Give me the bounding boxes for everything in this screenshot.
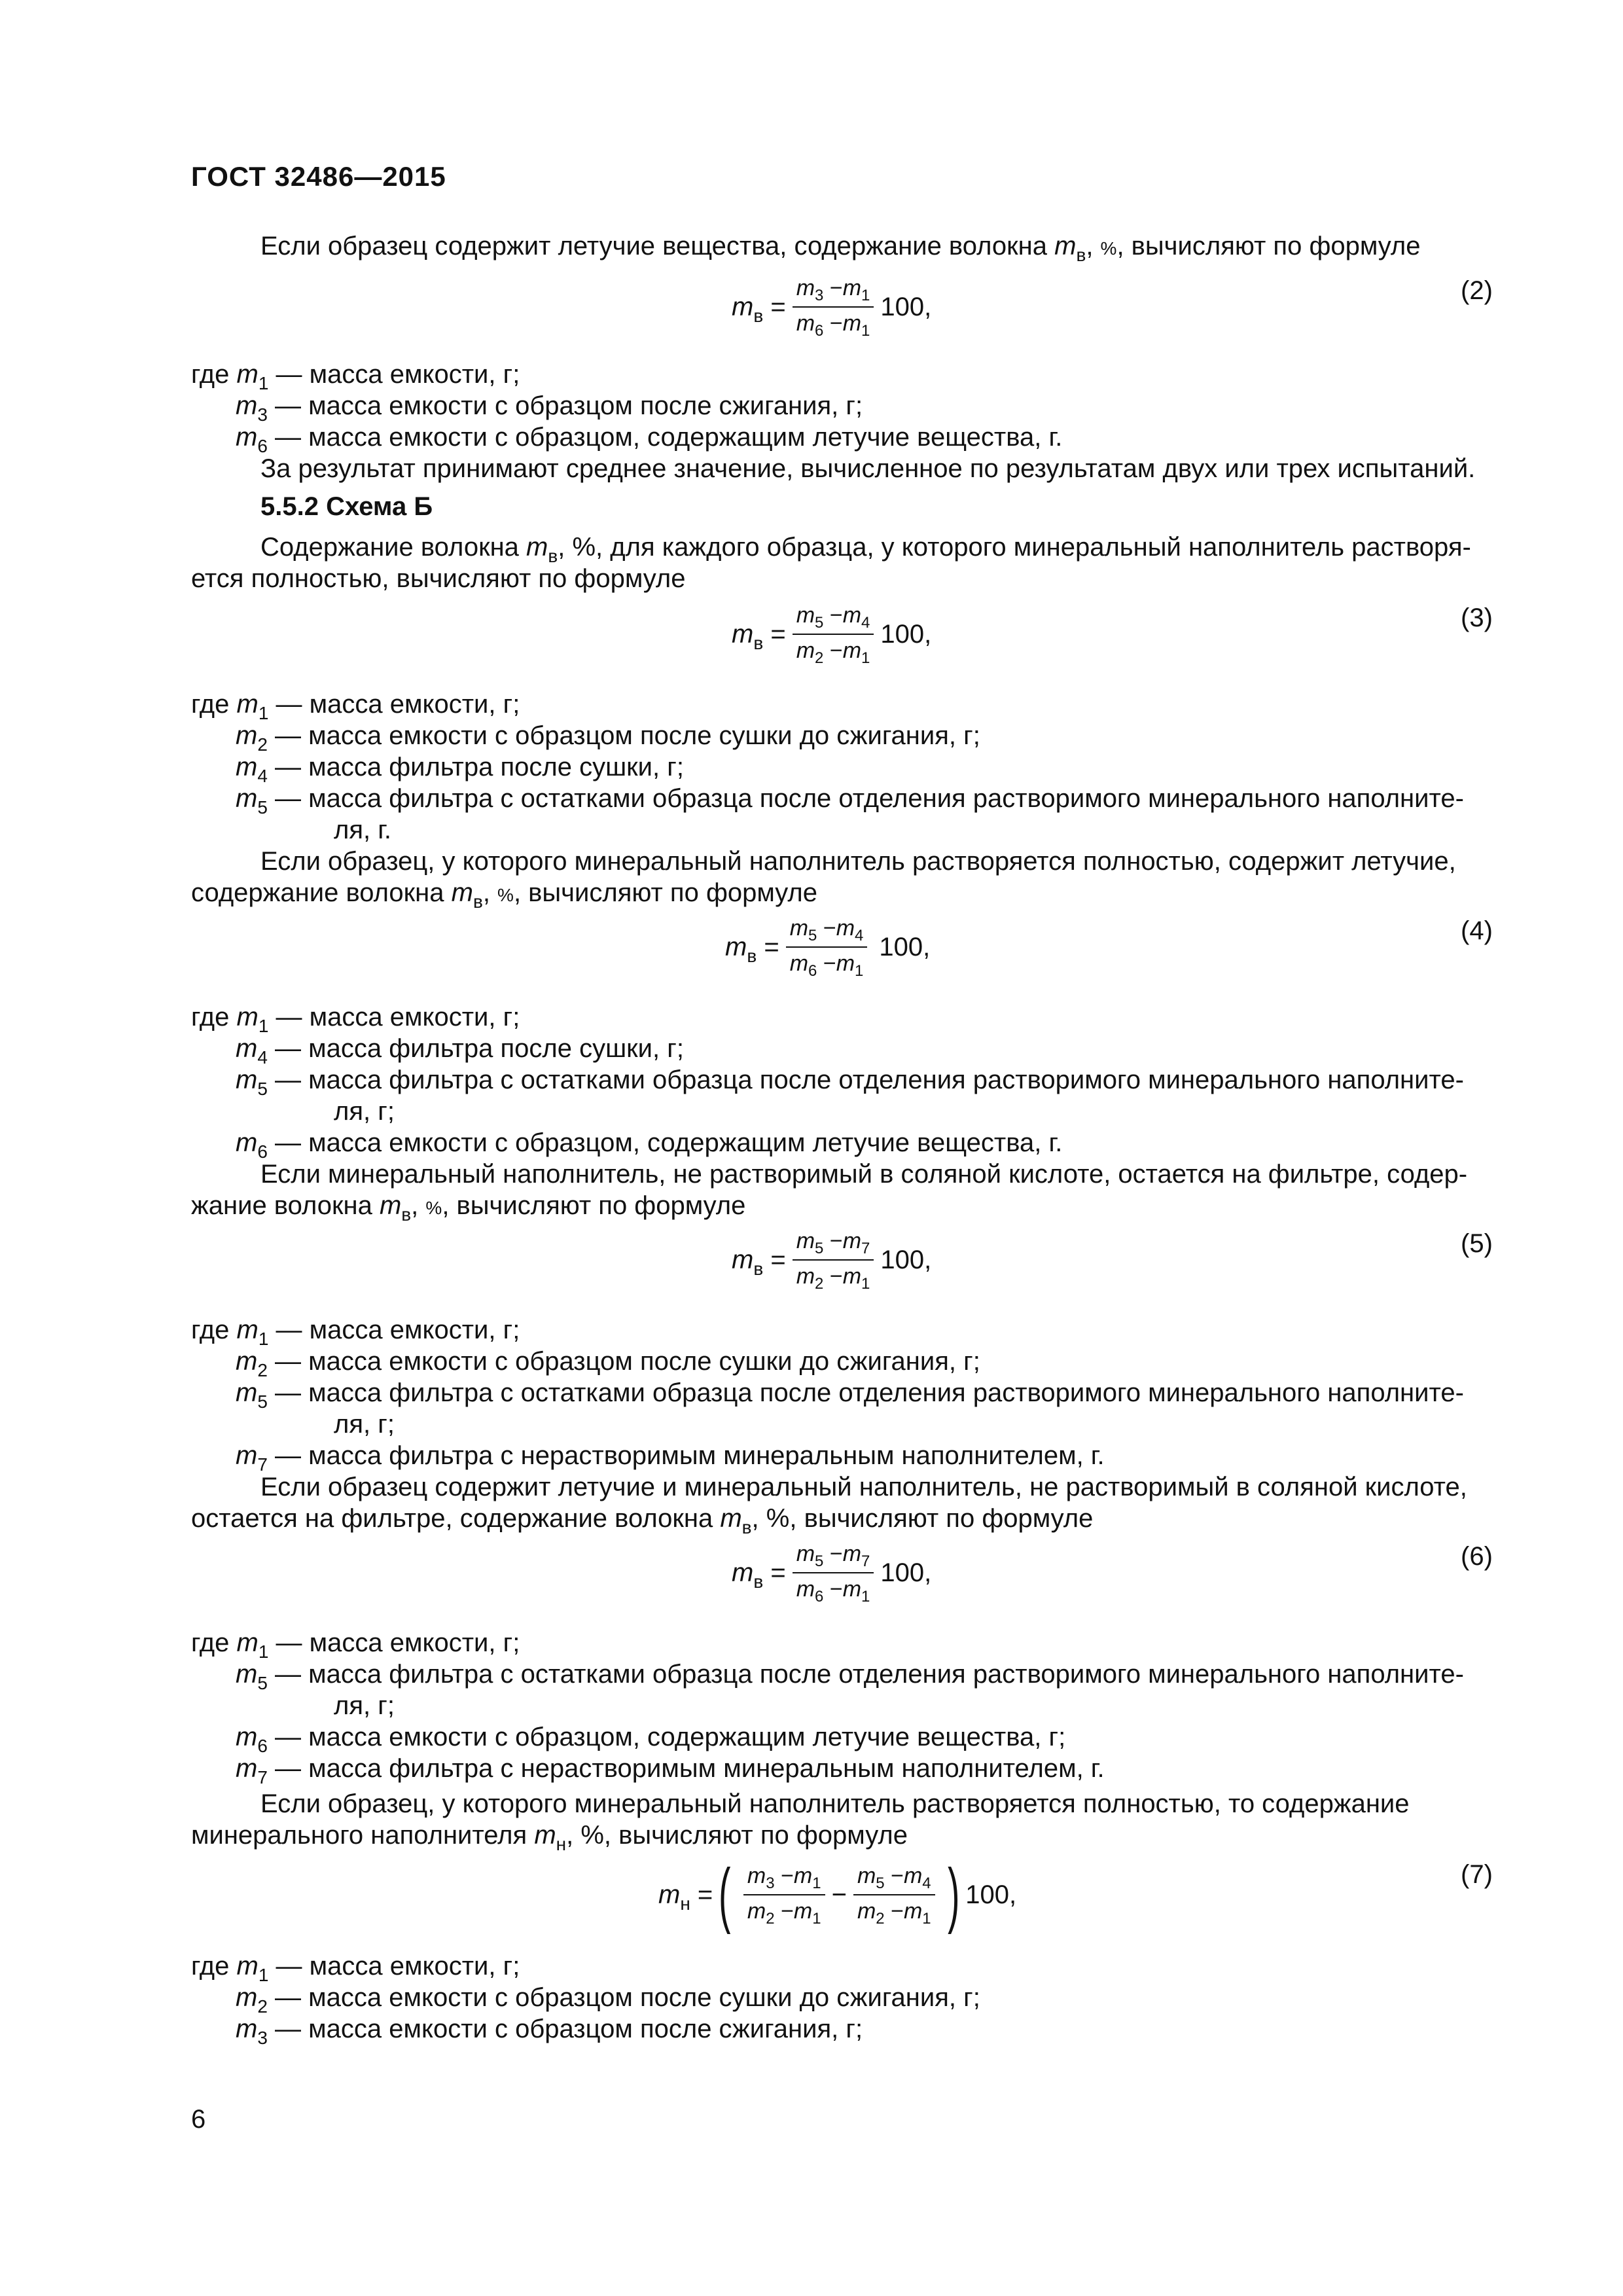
paragraph-scheme-b-2: ется полностью, вычисляют по формуле [191, 564, 686, 593]
page-number: 6 [191, 2105, 206, 2134]
equation-number-5: (5) [1461, 1229, 1493, 1258]
def-m5-b: $m_5$ — масса фильтра с остатками образца после отделения растворимого минерального наполните- [236, 1066, 1464, 1099]
formula-3: $m_в$ = $\frac{m_5 -m_4}{m_2 -m_1}$ 100, [732, 603, 932, 667]
section-heading-552: 5.5.2 Схема Б [260, 492, 433, 521]
def-m6: $m_6$ — масса емкости с образцом, содержащим летучие вещества, г. [236, 423, 1063, 456]
paragraph-average-result: За результат принимают среднее значение, вычисленное по результатам двух или трех испытаний. [260, 454, 1476, 483]
formula-4: $m_в$ = $\frac{m_5 -m_4}{m_6 -m_1}$ 100, [725, 916, 931, 980]
def-m4: $m_4$ — масса фильтра после сушки, г; [236, 753, 684, 786]
def-m5-d-cont: ля, г; [334, 1691, 395, 1720]
document-header: ГОСТ 32486—2015 [191, 161, 446, 192]
def-m5-c: $m_5$ — масса фильтра с остатками образца после отделения растворимого минерального наполните- [236, 1378, 1464, 1412]
where-m1-e: где $m_1$ — масса емкости, г; [191, 1628, 520, 1662]
def-m4-b: $m_4$ — масса фильтра после сушки, г; [236, 1034, 684, 1067]
def-m6-b: $m_6$ — масса емкости с образцом, содержащим летучие вещества, г. [236, 1128, 1063, 1162]
where-m1-d: где $m_1$ — масса емкости, г; [191, 1316, 520, 1349]
paragraph-mineral-2: минерального наполнителя $m_н$, %, вычисляют по формуле [191, 1821, 908, 1854]
def-m5-c-cont: ля, г; [334, 1410, 395, 1439]
def-m3-b: $m_3$ — масса емкости с образцом после сжигания, г; [236, 2015, 863, 2048]
def-m6-c: $m_6$ — масса емкости с образцом, содержащим летучие вещества, г; [236, 1723, 1066, 1756]
paragraph-volatile-dissolved-1: Если образец, у которого минеральный наполнитель растворяется полностью, содержит летучие, [260, 847, 1456, 876]
paragraph-volatile-dissolved-2: содержание волокна $m_в$, %, вычисляют по формуле [191, 878, 817, 912]
def-m5-b-cont: ля, г; [334, 1097, 395, 1126]
paragraph-volatile-insoluble-2: остается на фильтре, содержание волокна $m_в$, %, вычисляют по формуле [191, 1504, 1094, 1537]
def-m5-cont: ля, г. [334, 816, 392, 844]
paragraph-volatile-insoluble-1: Если образец содержит летучие и минеральный наполнитель, не растворимый в соляной кислоте, [260, 1473, 1467, 1501]
equation-number-7: (7) [1461, 1860, 1493, 1889]
equation-number-4: (4) [1461, 916, 1493, 945]
formula-5: $m_в$ = $\frac{m_5 -m_7}{m_2 -m_1}$ 100, [732, 1229, 932, 1293]
equation-number-3: (3) [1461, 603, 1493, 632]
formula-6: $m_в$ = $\frac{m_5 -m_7}{m_6 -m_1}$ 100, [732, 1541, 932, 1605]
formula-7: $m_н$ = ( $\frac{m_3 -m_1}{m_2 -m_1}$ − $\frac{m_5 -m_4}{m_2 -m_1}$ ) 100, [658, 1854, 1017, 1935]
where-m1-f: где $m_1$ — масса емкости, г; [191, 1952, 520, 1985]
paragraph-volatile-intro: Если образец содержит летучие вещества, содержание волокна $m_в$, %, вычисляют по формуле [260, 232, 1421, 265]
def-m5-d: $m_5$ — масса фильтра с остатками образца после отделения растворимого минерального наполните- [236, 1660, 1464, 1693]
where-m1: где $m_1$ — масса емкости, г; [191, 360, 520, 393]
def-m3: $m_3$ — масса емкости с образцом после сжигания, г; [236, 391, 863, 425]
equation-number-6: (6) [1461, 1542, 1493, 1571]
def-m2-b: $m_2$ — масса емкости с образцом после сушки до сжигания, г; [236, 1347, 980, 1380]
def-m7: $m_7$ — масса фильтра с нерастворимым минеральным наполнителем, г. [236, 1441, 1105, 1475]
paragraph-mineral-1: Если образец, у которого минеральный наполнитель растворяется полностью, то содержание [260, 1789, 1410, 1818]
paragraph-insoluble-2: жание волокна $m_в$, %, вычисляют по формуле [191, 1191, 746, 1225]
where-m1-c: где $m_1$ — масса емкости, г; [191, 1003, 520, 1036]
where-m1-b: где $m_1$ — масса емкости, г; [191, 690, 520, 723]
paragraph-scheme-b-1: Содержание волокна $m_в$, %, для каждого образца, у которого минеральный наполнитель растворя- [260, 533, 1471, 566]
equation-number-2: (2) [1461, 276, 1493, 305]
formula-2: $m_в$ = $\frac{m_3 -m_1}{m_6 -m_1}$ 100, [732, 276, 932, 340]
def-m5: $m_5$ — масса фильтра с остатками образца после отделения растворимого минерального наполните- [236, 784, 1464, 817]
def-m2: $m_2$ — масса емкости с образцом после сушки до сжигания, г; [236, 721, 980, 755]
paragraph-insoluble-1: Если минеральный наполнитель, не растворимый в соляной кислоте, остается на фильтре, содер- [260, 1160, 1468, 1189]
def-m7-b: $m_7$ — масса фильтра с нерастворимым минеральным наполнителем, г. [236, 1754, 1105, 1787]
def-m2-c: $m_2$ — масса емкости с образцом после сушки до сжигания, г; [236, 1983, 980, 2017]
